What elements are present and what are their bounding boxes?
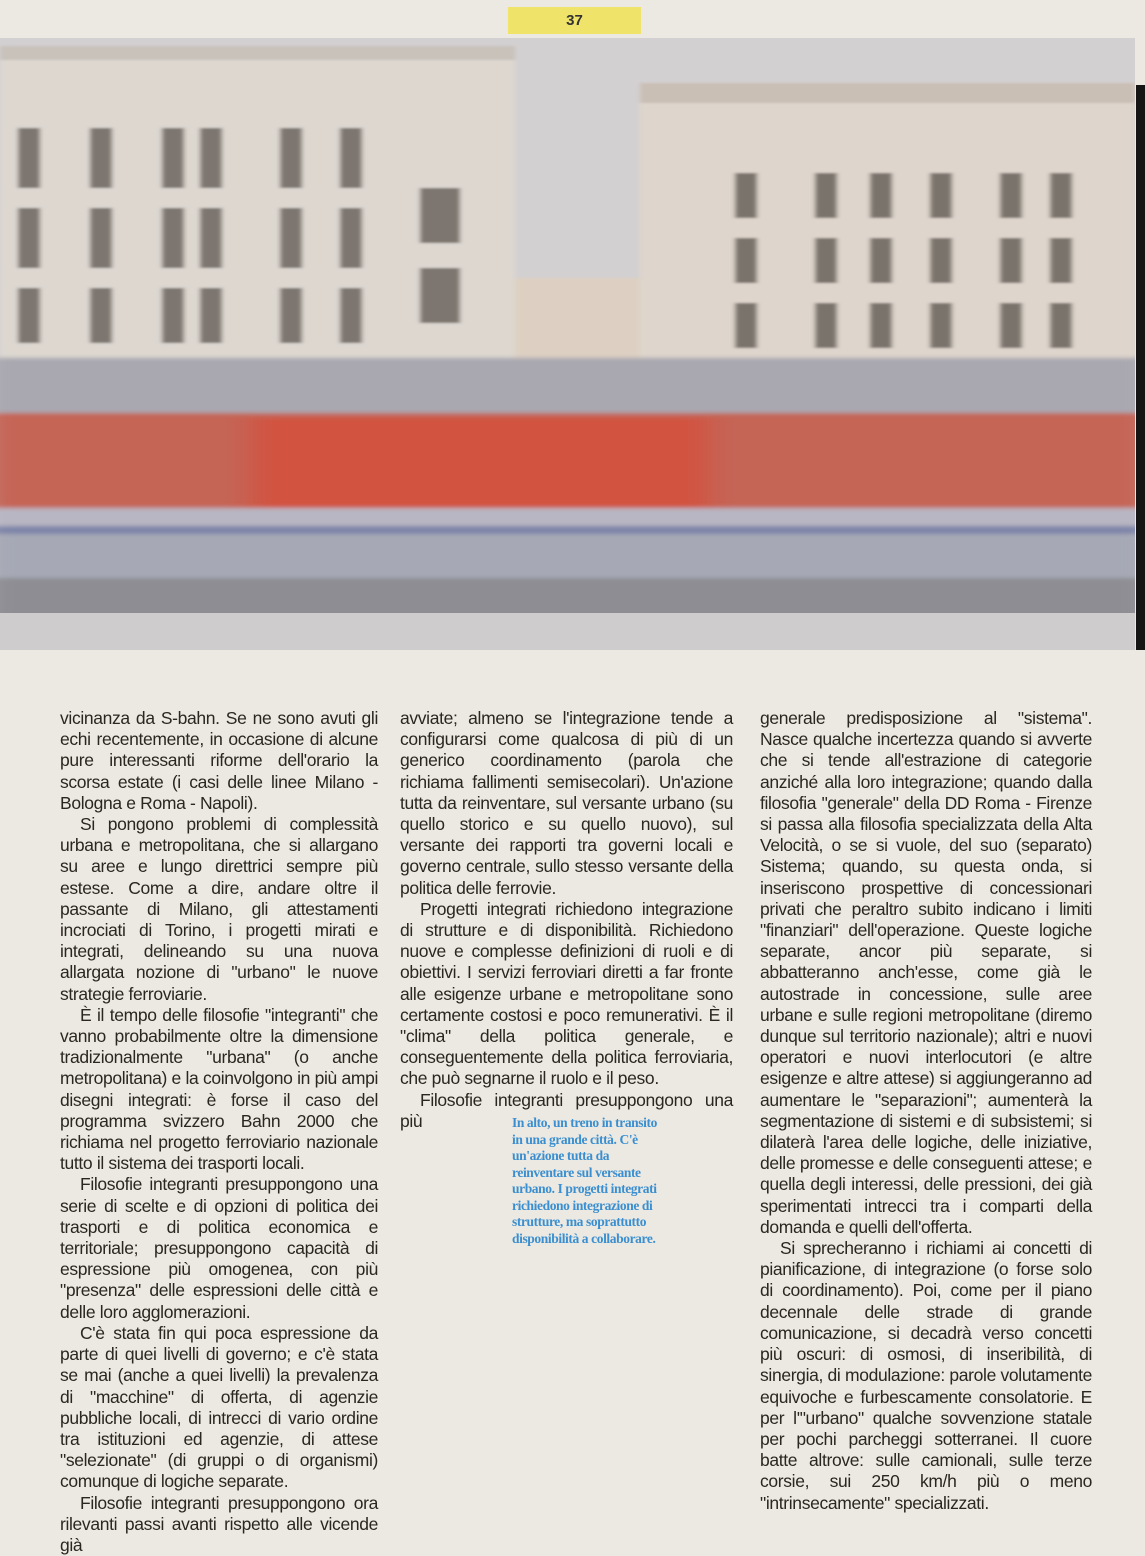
photo-dark-edge bbox=[1136, 85, 1145, 650]
text-column-1 bbox=[60, 708, 378, 1556]
paragraph: Si sprecheranno i richiami ai concetti di pianificazione, di integrazione (o forse solo di coordinamento). Poi, come per il piano decennale delle strade di grande comunicazione, si decadrà verso concetti più oscuri: di osmosi, di inseribilità, di sinergia, di modulazione: parole volutamente equivoche e furbescamente consolatorie. E per l'"urbano" qualche sovvenzione statale per pochi parcheggi sotterranei. Il cuore batte altrove: sulle camionali, sulle terze corsie, sui 250 km/h più o meno "intrinsecamente" specializzati. bbox=[760, 1238, 1092, 1513]
paragraph: È il tempo delle filosofie "integranti" che vanno probabilmente oltre la dimensione tradizionalmente "urbana" (o anche metropolitana) e la coinvolgono in più ampi disegni integrati: è forse il caso del programma svizzero Bahn 2000 che richiama nel progetto ferroviario nazionale tutto il sistema dei trasporti locali. bbox=[60, 1004, 378, 1174]
paragraph: Si pongono problemi di complessità urbana e metropolitana, che si allargano su aree e lungo direttrici sempre più estese. Come a dire, andare oltre il passante di Milano, gli attestamenti incrociati di Torino, i progetti mirati e integrati, delineando su una nuova allargata nozione di "urbano" le nuove strategie ferroviarie. bbox=[60, 814, 378, 1004]
paragraph: C'è stata fin qui poca espressione da parte di quei livelli di governo; e c'è stata se mai (anche a quei livelli) la prevalenza di "macchine" di offerta, di agenzie pubbliche locali, di intrecci di vario ordine tra istituzioni ed agenzie, di attese "selezionate" (di gruppi o di organismi) comunque di logiche separate. bbox=[60, 1322, 378, 1492]
paragraph: Filosofie integranti presuppongono ora rilevanti passi avanti rispetto alle vicende già bbox=[60, 1492, 378, 1555]
paragraph: Progetti integrati richiedono integrazione di strutture e di disponibilità. Richiedono nuove e complesse definizioni di ruoli e di obiettivi. I servizi ferroviari diretti a far fronte alle esigenze urbane e metropolitane sono certamente costosi e poco remunerativi. È il "clima" della politica generale, e conseguentemente della politica ferroviaria, che può segnarne il ruolo e il peso. bbox=[400, 898, 733, 1089]
page-number: 37 bbox=[508, 7, 641, 34]
blurred-train-photo bbox=[0, 38, 1135, 650]
text-column-3 bbox=[760, 708, 1092, 1514]
paragraph: generale predisposizione al "sistema". Nasce qualche incertezza quando si avverte che si tende all'estrazione di categorie anziché alla loro integrazione; quando dalla filosofia "generale" della DD Roma - Firenze si passa alla filosofia specializzata della Alta Velocità, o se si vuole, del suo (separato) Sistema; quando, su questa onda, si inseriscono prospettive di concessionari privati che peraltro subito indicano i limiti "finanziari" dell'operazione. Queste logiche separate, ancor più separate, si abbatteranno anch'esse, come già le autostrade in concessione, sulle aree urbane e sulle regioni metropolitane (diremo dunque sul territorio nazionale); altri e nuovi operatori e nuovi interlocutori (e altre esigenze e altre attese) si aggiungeranno ad aumentare le "separazioni"; aumenterà la segmentazione di sistemi e di subsistemi; si dilaterà l'area delle logiche, delle iniziative, delle promesse e delle conseguenti attese; e quella degli interessi, delle pressioni, dei già sperimentati intrecci tra i comparti della domanda e quelli dell'offerta. bbox=[760, 708, 1092, 1237]
paragraph: vicinanza da S-bahn. Se ne sono avuti gli echi recentemente, in occasione di alcune pure interessanti riforme dell'orario la scorsa estate (i casi delle linee Milano - Bologna e Roma - Napoli). bbox=[60, 708, 378, 813]
paragraph: Filosofie integranti presuppongono una serie di scelte e di opzioni di politica dei trasporti e di politica economica e territoriale; presuppongono capacità di espressione più omogenea, con più "presenza" delle espressioni delle città e delle loro agglomerazioni. bbox=[60, 1174, 378, 1322]
photo-caption: In alto, un treno in transito in una grande città. C'è un'azione tutta da reinventare sul versante urbano. I progetti integrati richiedono integrazione di strutture, ma soprattutto disponibilità a collaborare. bbox=[512, 1115, 657, 1246]
paragraph: avviate; almeno se l'integrazione tende a configurarsi come qualcosa di più di un generico coordinamento (parola che richiama fallimenti semisecolari). Un'azione tutta da reinventare, sul versante urbano (su quello storico e su quello nuovo), sul versante dei rapporti tra governi locali e governo centrale, sullo stesso versante della politica delle ferrovie. bbox=[400, 708, 733, 898]
text-column-2 bbox=[400, 708, 733, 1132]
paragraph: Filosofie integranti presuppongono una più bbox=[400, 1089, 733, 1131]
